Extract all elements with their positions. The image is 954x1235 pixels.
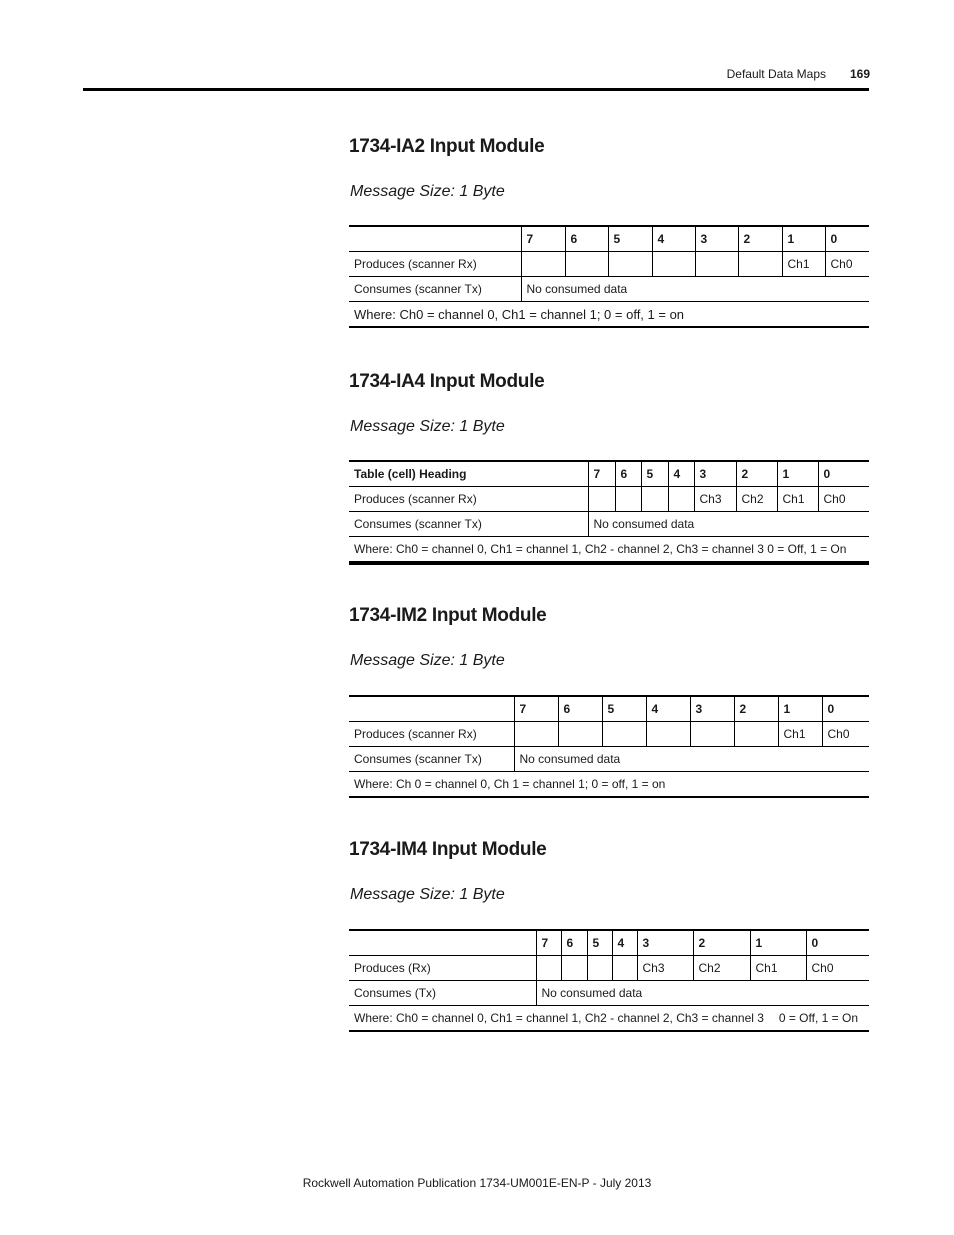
bit-1-cell: Ch1 <box>782 252 825 277</box>
table-row <box>349 981 869 1006</box>
row-label: Produces (scanner Rx) <box>349 487 588 512</box>
where-note-values: 0 = Off, 1 = On <box>778 1011 858 1025</box>
bit-3-header: 3 <box>695 226 738 252</box>
row-label: Produces (scanner Rx) <box>349 252 521 277</box>
bit-6-header: 6 <box>565 226 608 252</box>
bit-0-cell: Ch0 <box>825 252 869 277</box>
bit-2-header: 2 <box>734 696 778 722</box>
message-size: Message Size: 1 Byte <box>350 652 505 669</box>
bit-7-header: 7 <box>536 930 561 956</box>
bit-4-header: 4 <box>668 461 694 487</box>
table-row <box>349 252 869 277</box>
corner-cell <box>349 930 536 956</box>
table-header-row <box>349 696 869 722</box>
bit-6-header: 6 <box>558 696 602 722</box>
bit-5-header: 5 <box>602 696 646 722</box>
section-im4 <box>349 839 869 1025</box>
table-row <box>349 722 869 747</box>
bit-0-header: 0 <box>818 461 869 487</box>
corner-cell: Table (cell) Heading <box>349 461 588 487</box>
page-footer: Rockwell Automation Publication 1734-UM001E-EN-P - July 2013 <box>302 1176 652 1190</box>
row-label: Produces (scanner Rx) <box>349 722 514 747</box>
section-ia2 <box>349 136 869 322</box>
row-label: Consumes (Tx) <box>349 981 536 1006</box>
data-map-table-im2 <box>349 695 869 798</box>
bit-6-header: 6 <box>615 461 641 487</box>
no-consumed-cell: No consumed data <box>536 981 869 1006</box>
bit-2-header: 2 <box>738 226 782 252</box>
table-footnote-row <box>349 772 869 798</box>
message-size: Message Size: 1 Byte <box>350 418 505 435</box>
bit-3-header: 3 <box>690 696 734 722</box>
bit-1-cell: Ch1 <box>778 722 822 747</box>
data-map-table-ia2 <box>349 225 869 328</box>
bit-1-header: 1 <box>777 461 818 487</box>
bit-0-cell: Ch0 <box>822 722 869 747</box>
where-note: Where: Ch0 = channel 0, Ch1 = channel 1; 0 = off, 1 = on <box>349 302 869 328</box>
no-consumed-cell: No consumed data <box>514 747 869 772</box>
table-footnote-row <box>349 537 869 564</box>
bit-2-cell: Ch2 <box>736 487 777 512</box>
bit-2-header: 2 <box>693 930 750 956</box>
bit-0-cell: Ch0 <box>806 956 869 981</box>
bit-2-header: 2 <box>736 461 777 487</box>
bit-1-header: 1 <box>778 696 822 722</box>
bit-6-header: 6 <box>561 930 587 956</box>
header-rule <box>83 88 869 91</box>
bit-4-header: 4 <box>652 226 695 252</box>
bit-4-header: 4 <box>612 930 637 956</box>
row-label: Consumes (scanner Tx) <box>349 277 521 302</box>
bit-3-header: 3 <box>637 930 693 956</box>
bit-5-header: 5 <box>641 461 668 487</box>
where-note: Where: Ch 0 = channel 0, Ch 1 = channel 1; 0 = off, 1 = on <box>349 772 869 798</box>
where-note-cell <box>349 1006 869 1032</box>
table-header-row <box>349 226 869 252</box>
bit-1-cell: Ch1 <box>750 956 806 981</box>
table-footnote-row <box>349 302 869 328</box>
row-label: Consumes (scanner Tx) <box>349 512 588 537</box>
corner-cell <box>349 226 521 252</box>
message-size: Message Size: 1 Byte <box>350 886 505 903</box>
bit-3-header: 3 <box>694 461 736 487</box>
corner-cell <box>349 696 514 722</box>
bit-7-header: 7 <box>514 696 558 722</box>
bit-0-header: 0 <box>806 930 869 956</box>
row-label: Produces (Rx) <box>349 956 536 981</box>
no-consumed-cell: No consumed data <box>588 512 869 537</box>
data-map-table-ia4 <box>349 460 869 565</box>
table-row <box>349 487 869 512</box>
section-title: 1734-IA2 Input Module <box>349 136 545 157</box>
section-ia4 <box>349 371 869 556</box>
bit-7-header: 7 <box>521 226 565 252</box>
section-title: 1734-IM2 Input Module <box>349 605 547 626</box>
section-title: 1734-IM4 Input Module <box>349 839 547 860</box>
bit-4-header: 4 <box>646 696 690 722</box>
section-title: 1734-IA4 Input Module <box>349 371 545 392</box>
bit-7-header: 7 <box>588 461 615 487</box>
table-header-row <box>349 461 869 487</box>
bit-1-header: 1 <box>782 226 825 252</box>
where-note: Where: Ch0 = channel 0, Ch1 = channel 1, Ch2 - channel 2, Ch3 = channel 3 0 = Off, 1 = On <box>349 537 869 564</box>
no-consumed-cell: No consumed data <box>521 277 869 302</box>
bit-2-cell: Ch2 <box>693 956 750 981</box>
table-row <box>349 956 869 981</box>
page-number: 169 <box>850 67 871 81</box>
bit-0-cell: Ch0 <box>818 487 869 512</box>
table-footnote-row <box>349 1006 869 1032</box>
section-im2 <box>349 605 869 791</box>
table-header-row <box>349 930 869 956</box>
running-header-section: Default Data Maps <box>726 67 826 81</box>
bit-3-cell: Ch3 <box>694 487 736 512</box>
data-map-table-im4 <box>349 929 869 1032</box>
where-note: Where: Ch0 = channel 0, Ch1 = channel 1, Ch2 - channel 2, Ch3 = channel 3 <box>354 1011 764 1025</box>
table-row <box>349 747 869 772</box>
bit-3-cell: Ch3 <box>637 956 693 981</box>
table-row <box>349 277 869 302</box>
bit-5-header: 5 <box>587 930 612 956</box>
row-label: Consumes (scanner Tx) <box>349 747 514 772</box>
table-row <box>349 512 869 537</box>
bit-5-header: 5 <box>608 226 652 252</box>
bit-0-header: 0 <box>822 696 869 722</box>
bit-0-header: 0 <box>825 226 869 252</box>
bit-1-header: 1 <box>750 930 806 956</box>
message-size: Message Size: 1 Byte <box>350 183 505 200</box>
bit-1-cell: Ch1 <box>777 487 818 512</box>
